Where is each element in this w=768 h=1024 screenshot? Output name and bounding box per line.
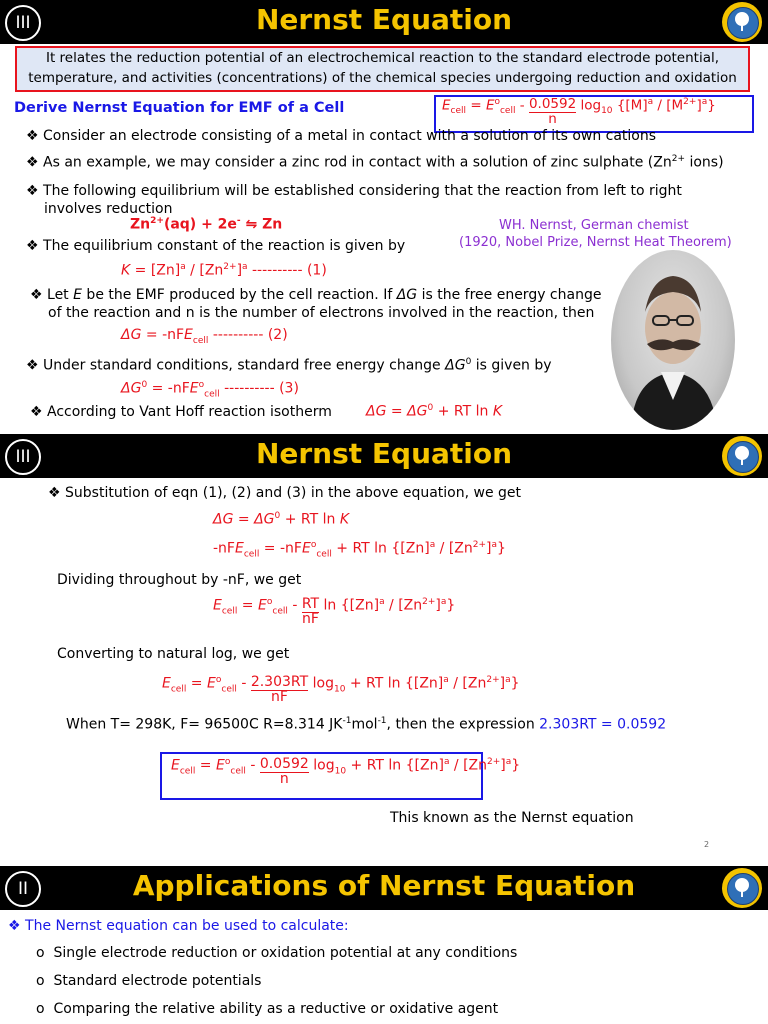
nernst-caption-1: WH. Nernst, German chemist — [499, 218, 689, 233]
derive-heading: Derive Nernst Equation for EMF of a Cell — [14, 100, 345, 116]
bullet-diamond-icon: ❖ — [48, 485, 61, 501]
bullet-diamond-icon: ❖ — [30, 287, 43, 303]
section-number: III — [5, 5, 41, 41]
intro-box: It relates the reduction potential of an electrochemical reaction to the standard electrode potential, temperature, and activities (concentrations) of the chemical species undergoing reduction and oxidation — [15, 46, 750, 92]
nernst-portrait — [611, 250, 735, 430]
bullet-3: ❖ The following equilibrium will be established considering that the reaction from left to right involves reduction — [26, 183, 682, 217]
bullet-diamond-icon: ❖ — [26, 128, 39, 144]
bullet-diamond-icon: ❖ — [26, 238, 39, 254]
substitution-bullet: ❖ Substitution of eqn (1), (2) and (3) in the above equation, we get — [48, 485, 522, 501]
line-2-equation: -nFE$_{cell}$ = -nFE$^o_{cell}$ + RT $\ln \{[Zn]^a / [Zn^{2+}]^a\}$ — [213, 540, 506, 560]
university-logo-icon — [722, 436, 762, 476]
known-text: This known as the Nernst equation — [390, 810, 634, 826]
bullet-diamond-icon: ❖ — [26, 154, 39, 171]
slide-title: Applications of Nernst Equation — [132, 869, 636, 902]
bullet-7: ❖ According to Vant Hoff reaction isotherm — [30, 404, 332, 420]
section-number: III — [5, 439, 41, 475]
divide-text: Dividing throughout by -nF, we get — [57, 572, 302, 588]
bullet-diamond-icon: ❖ — [30, 404, 43, 420]
circle-bullet-icon: o — [36, 973, 45, 989]
boxed-equation-text: $E_{cell} = E^o_{cell}$ - $\frac{0.0592}{n}$ $\log_{10} \{[M]^a / [M^{2+}]^a\}$ — [442, 96, 716, 127]
nernst-caption-2: (1920, Nobel Prize, Nernst Heat Theorem) — [459, 235, 732, 250]
slide-title: Nernst Equation — [255, 437, 513, 470]
list-item: o Comparing the relative ability as a reductive or oxidative agent — [36, 1001, 499, 1017]
equation-1: $K = [Zn]^a / [Zn^{2+}]^a$ ---------- (1) — [121, 262, 327, 279]
slide-title: Nernst Equation — [255, 3, 513, 36]
line-3-equation: $E_{cell} = E^o_{cell}$ - $\frac{RT}{nF}$ $\ln \{[Zn]^a / [Zn^{2+}]^a\}$ — [213, 596, 456, 627]
zinc-reaction: $Zn^{2+}(aq) + 2e^-$ ⇋ Zn — [130, 216, 283, 233]
section-number: II — [5, 871, 41, 907]
circle-bullet-icon: o — [36, 945, 45, 961]
list-item: o Single electrode reduction or oxidation potential at any conditions — [36, 945, 518, 961]
bullet-5: ❖ Let E be the EMF produced by the cell reaction. If ΔG is the free energy change of the reaction and n is the number of electrons involved in the reaction, then — [30, 287, 602, 321]
bullet-6: ❖ Under standard conditions, standard free energy change $\Delta G^0$ is given by — [26, 357, 552, 374]
title-bar — [0, 0, 768, 44]
bullet-diamond-icon: ❖ — [26, 357, 39, 374]
bullet-diamond-icon: ❖ — [26, 183, 39, 199]
bullet-1: ❖ Consider an electrode consisting of a metal in contact with a solution of its own cations — [26, 128, 657, 144]
slide-3 — [0, 866, 768, 1024]
equation-3: $\Delta G^0 = -nFE^o_{cell}$ ---------- (3) — [121, 380, 299, 400]
line-1-equation: $\Delta G = \Delta G^0$ + RT ln K — [213, 511, 349, 528]
conditions-text: When T= 298K, F= 96500C R=8.314 $JK^{-1}mol^{-1}$, then the expression 2.303RT = 0.0592 — [66, 716, 667, 733]
vant-hoff-equation: $\Delta G = \Delta G^0$ + RT ln K — [366, 403, 502, 420]
title-bar — [0, 866, 768, 910]
circle-bullet-icon: o — [36, 1001, 45, 1017]
bullet-4: ❖ The equilibrium constant of the reaction is given by — [26, 238, 406, 254]
equation-2: ΔG = -nFE$_{cell}$ ---------- (2) — [121, 327, 288, 346]
line-4-equation: $E_{cell} = E^o_{cell}$ - $\frac{2.303RT}{nF}$ $\log_{10}$ + RT $\ln \{[Zn]^a / [Zn^{2+}]^a\}$ — [162, 674, 520, 705]
page-number: 2 — [704, 840, 710, 849]
university-logo-icon — [722, 2, 762, 42]
applications-lead: ❖ The Nernst equation can be used to calculate: — [8, 918, 349, 934]
convert-text: Converting to natural log, we get — [57, 646, 290, 662]
title-bar — [0, 434, 768, 478]
list-item: o Standard electrode potentials — [36, 973, 262, 989]
slide-1 — [0, 0, 768, 432]
bullet-diamond-icon: ❖ — [8, 918, 21, 934]
slide-2 — [0, 434, 768, 862]
bullet-2: ❖ As an example, we may consider a zinc rod in contact with a solution of zinc sulphate ($Zn^{2+}$ ions) — [26, 154, 724, 171]
final-nernst-equation: $E_{cell} = E^o_{cell}$ - $\frac{0.0592}{n}$ $\log_{10}$ + RT $\ln \{[Zn]^a / [Zn^{2+}]^a\}$ — [171, 756, 521, 787]
university-logo-icon — [722, 868, 762, 908]
